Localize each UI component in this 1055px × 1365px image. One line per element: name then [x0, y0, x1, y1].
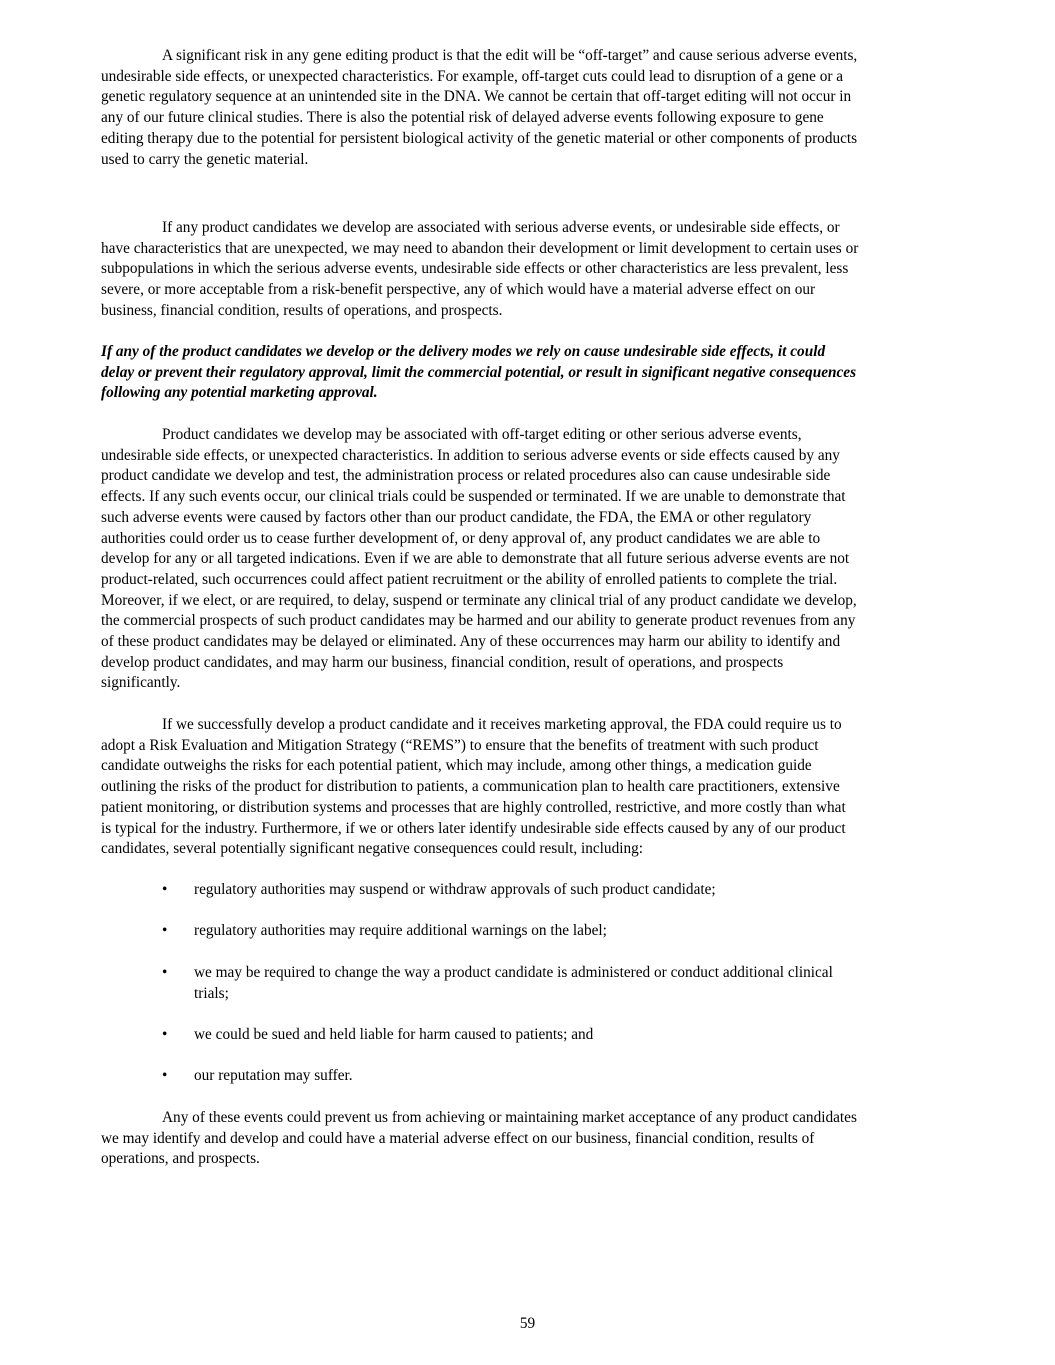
text-line: severe, or more acceptable from a risk-benefit perspective, any of which would have a material adverse effect on our [101, 281, 816, 299]
text-line: trials; [194, 984, 229, 1002]
text-line: is typical for the industry. Furthermore, if we or others later identify undesirable side effects caused by any of our product [101, 819, 846, 837]
risk-factor-heading [101, 342, 961, 404]
bullet-text [194, 1066, 353, 1087]
text-line: have characteristics that are unexpected, we may need to abandon their development or limit development to certain uses or [101, 239, 859, 257]
bullet-text [194, 921, 607, 942]
text-line: regulatory authorities may require additional warnings on the label; [194, 922, 607, 939]
text-line: candidate outweighs the risks for each potential patient, which may include, among other things, a medication guide [101, 757, 812, 775]
text-line: any of our future clinical studies. There is also the potential risk of delayed adverse events following exposure to gene [101, 109, 824, 127]
text-line: develop product candidates, and may harm our business, financial condition, result of operations, and prospects [101, 653, 784, 671]
text-line: operations, and prospects. [101, 1150, 260, 1168]
bullet-icon: • [162, 1067, 168, 1084]
text-line: product candidate we develop and test, the administration process or related procedures also can cause undesirable side [101, 467, 831, 485]
paragraph-side-effects [101, 425, 961, 694]
text-line: we could be sued and held liable for harm caused to patients; and [194, 1026, 594, 1043]
text-line: candidates, several potentially significant negative consequences could result, including: [101, 840, 644, 858]
text-line: such adverse events were caused by factors other than our product candidate, the FDA, the EMA or other regulatory [101, 508, 812, 526]
text-line: develop for any or all targeted indications. Even if we are able to demonstrate that all future serious adverse events are not [101, 550, 850, 568]
text-line: undesirable side effects, or unexpected characteristics. For example, off-target cuts could lead to disruption of a gene or a [101, 67, 844, 85]
bullet-text [194, 880, 716, 901]
text-line: undesirable side effects, or unexpected characteristics. In addition to serious adverse events or side effects caused by any [101, 446, 840, 464]
heading-line: following any potential marketing approval. [101, 384, 378, 402]
bullet-icon: • [162, 881, 168, 898]
text-line: If we successfully develop a product candidate and it receives marketing approval, the FDA could require us to [162, 716, 842, 733]
text-line: the commercial prospects of such product candidates may be harmed and our ability to generate product revenues from any [101, 612, 856, 630]
text-line: product-related, such occurrences could affect patient recruitment or the ability of enrolled patients to complete the trial. [101, 570, 838, 588]
text-line: outlining the risks of the product for distribution to patients, a communication plan to health care practitioners, extensive [101, 778, 840, 796]
text-line: Any of these events could prevent us from achieving or maintaining market acceptance of any product candidates [162, 1109, 857, 1126]
text-line: effects. If any such events occur, our clinical trials could be suspended or terminated. If we are unable to demonstrate that [101, 488, 846, 506]
text-line: of these product candidates may be delayed or eliminated. Any of these occurrences may harm our ability to identify and [101, 633, 841, 651]
text-line: authorities could order us to cease further development of, or deny approval of, any product candidates we are able to [101, 529, 821, 547]
text-line: business, financial condition, results of operations, and prospects. [101, 301, 503, 319]
text-line: significantly. [101, 674, 181, 692]
bullet-icon: • [162, 1026, 168, 1043]
text-line: used to carry the genetic material. [101, 150, 309, 168]
bullet-text [194, 963, 833, 1004]
text-line: our reputation may suffer. [194, 1067, 353, 1084]
bullet-text [194, 1025, 593, 1046]
paragraph-off-target-risk [101, 46, 961, 170]
paragraph-market-acceptance [101, 1108, 961, 1170]
text-line: genetic regulatory sequence at an unintended site in the DNA. We cannot be certain that off-target editing will not occur in [101, 88, 852, 106]
page-number: 59 [519, 1315, 536, 1332]
text-line: we may identify and develop and could have a material adverse effect on our business, financial condition, results of [101, 1129, 815, 1147]
text-line: Product candidates we develop may be associated with off-target editing or other serious adverse events, [162, 426, 802, 443]
text-line: patient monitoring, or distribution systems and processes that are highly controlled, restrictive, and more costly than what [101, 798, 846, 816]
text-line: we may be required to change the way a product candidate is administered or conduct additional clinical [194, 964, 833, 981]
text-line: A significant risk in any gene editing product is that the edit will be “off-target” and cause serious adverse events, [162, 47, 858, 64]
text-line: regulatory authorities may suspend or withdraw approvals of such product candidate; [194, 881, 716, 898]
text-line: editing therapy due to the potential for persistent biological activity of the genetic material or other components of products [101, 129, 858, 147]
text-line: subpopulations in which the serious adverse events, undesirable side effects or other characteristics are less prevalent, less [101, 260, 849, 278]
heading-line: delay or prevent their regulatory approval, limit the commercial potential, or result in significant negative consequences [101, 363, 857, 381]
text-line: adopt a Risk Evaluation and Mitigation Strategy (“REMS”) to ensure that the benefits of treatment with such product [101, 736, 819, 754]
heading-line: If any of the product candidates we develop or the delivery modes we rely on cause undesirable side effects, it could [101, 343, 826, 360]
text-line: If any product candidates we develop are associated with serious adverse events, or undesirable side effects, or [162, 219, 840, 236]
text-line: Moreover, if we elect, or are required, to delay, suspend or terminate any clinical trial of any product candidate we develop, [101, 591, 857, 609]
paragraph-adverse-events [101, 218, 961, 322]
bullet-icon: • [162, 922, 168, 939]
paragraph-rems [101, 715, 961, 860]
bullet-icon: • [162, 964, 168, 981]
